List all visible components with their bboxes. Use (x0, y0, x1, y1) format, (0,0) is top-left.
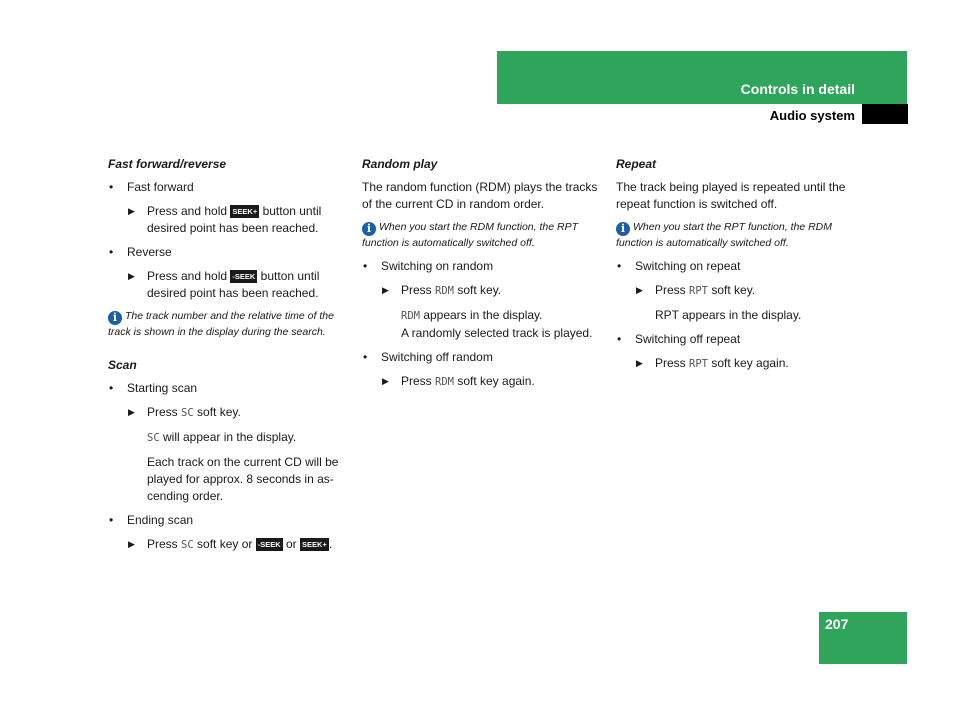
step-text: Press (401, 373, 432, 388)
bullet-text: Switching off random (381, 349, 493, 364)
display-code: SC (147, 431, 160, 444)
result-random-track: A randomly selected track is played. (401, 325, 593, 340)
triangle-right-icon: ▶ (128, 406, 135, 417)
bullet-dot: • (363, 349, 368, 364)
triangle-right-icon: ▶ (636, 357, 643, 368)
bullet-switch-on-random (362, 258, 602, 275)
result-text: appears in the display. (423, 307, 543, 322)
bullet-dot: • (617, 331, 622, 346)
info-note-rdm (362, 220, 602, 251)
step-text: button until desired point has been reached. (147, 204, 322, 235)
result-text: will appear in the display. (163, 429, 297, 444)
column-random-play (362, 156, 602, 398)
bullet-dot: • (617, 258, 622, 273)
info-note-track-number (108, 309, 348, 340)
step-text: button until desired point has been reached. (147, 269, 320, 300)
step-press-rdm-again (362, 373, 602, 391)
step-press-rdm (362, 282, 602, 300)
bullet-text: Switching off repeat (635, 331, 741, 346)
step-text: . (328, 536, 333, 551)
page-number: 207 (825, 616, 849, 632)
bullet-switch-on-repeat (616, 258, 858, 275)
bullet-dot: • (109, 380, 114, 395)
heading-repeat: Repeat (616, 157, 657, 171)
repeat-intro: The track being played is repeated until the repeat function is switched off. (616, 180, 846, 211)
step-text: Press (401, 282, 432, 297)
bullet-switch-off-random (362, 349, 602, 366)
display-code: RDM (401, 309, 420, 322)
bullet-text: Reverse (127, 245, 172, 259)
triangle-right-icon: ▶ (382, 284, 389, 295)
seek-minus-key-icon: -SEEK (232, 272, 256, 281)
soft-key-code: SC (181, 538, 194, 551)
bullet-dot: • (109, 180, 114, 194)
result-each-track: Each track on the current CD will be played for approx. 8 seconds in as-cending order. (147, 454, 339, 503)
step-fast-forward (108, 203, 348, 237)
bullet-starting-scan (108, 380, 348, 397)
step-text: soft key. (711, 282, 756, 297)
bullet-ending-scan (108, 512, 348, 529)
triangle-right-icon: ▶ (636, 284, 643, 295)
triangle-right-icon: ▶ (128, 271, 135, 281)
bullet-text: Ending scan (127, 512, 194, 527)
section-title-header: Controls in detail (740, 81, 855, 97)
bullet-text: Starting scan (127, 380, 198, 395)
soft-key-code: RDM (435, 375, 454, 388)
step-text: soft key. (197, 404, 241, 419)
step-text: Press (147, 404, 178, 419)
subheader-marker (862, 104, 908, 124)
column-fast-forward-scan (108, 156, 348, 561)
result-sc-display (108, 429, 348, 447)
heading-scan: Scan (108, 357, 137, 372)
triangle-right-icon: ▶ (128, 206, 135, 216)
heading-random-play: Random play (362, 157, 438, 171)
note-text: When you start the RPT function, the RDM function is automatically switched off. (616, 221, 832, 249)
info-icon: i (616, 222, 630, 236)
info-note-rpt (616, 220, 858, 251)
info-icon: i (362, 222, 376, 236)
step-text: Press and hold (147, 269, 228, 283)
bullet-fast-forward (108, 179, 348, 196)
soft-key-code: SC (181, 406, 194, 419)
heading-fast-forward-reverse: Fast forward/reverse (108, 157, 227, 171)
step-text: soft key again. (711, 355, 789, 370)
result-rpt-display: RPT appears in the display. (655, 307, 802, 322)
bullet-dot: • (363, 258, 368, 273)
soft-key-code: RDM (435, 284, 454, 297)
info-icon: i (108, 311, 122, 325)
soft-key-code: RPT (689, 284, 708, 297)
step-press-sc (108, 404, 348, 422)
triangle-right-icon: ▶ (128, 538, 135, 549)
step-text: soft key or (197, 536, 253, 551)
step-end-scan (108, 536, 348, 554)
note-text: The track number and the relative time of the track is shown in the display during the search. (108, 310, 334, 338)
seek-minus-key-icon: -SEEK (257, 539, 281, 549)
step-text: soft key again. (457, 373, 535, 388)
subsection-title: Audio system (769, 108, 855, 123)
bullet-text: Switching on random (381, 258, 494, 273)
header-bar (497, 51, 907, 104)
bullet-switch-off-repeat (616, 331, 858, 348)
page-number-box (819, 612, 907, 664)
bullet-reverse (108, 244, 348, 261)
step-press-rpt (616, 282, 858, 300)
seek-plus-key-icon: SEEK+ (302, 539, 327, 549)
bullet-text: Fast forward (127, 180, 194, 194)
step-text: or (286, 536, 297, 551)
step-text: Press (655, 282, 686, 297)
note-text: When you start the RDM function, the RPT function is automatically switched off. (362, 221, 578, 249)
step-reverse (108, 268, 348, 302)
step-text: Press (655, 355, 686, 370)
bullet-text: Switching on repeat (635, 258, 741, 273)
result-rdm-display (362, 307, 602, 325)
bullet-dot: • (109, 512, 114, 527)
random-intro: The random function (RDM) plays the tracks of the current CD in random order. (362, 180, 598, 211)
soft-key-code: RPT (689, 357, 708, 370)
step-text: Press (147, 536, 178, 551)
triangle-right-icon: ▶ (382, 375, 389, 386)
column-repeat (616, 156, 858, 380)
seek-plus-key-icon: SEEK+ (232, 207, 258, 216)
step-text: Press and hold (147, 204, 228, 218)
step-text: soft key. (457, 282, 502, 297)
bullet-dot: • (109, 245, 114, 259)
step-press-rpt-again (616, 355, 858, 373)
